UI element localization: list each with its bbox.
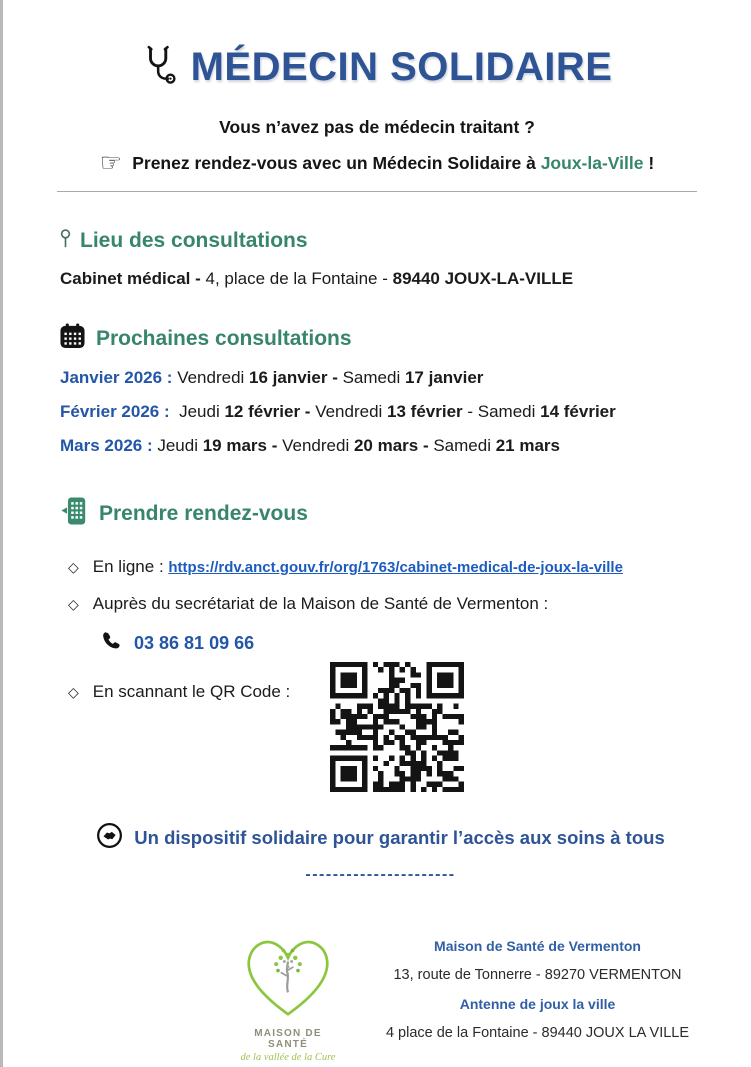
bullet-secretariat bbox=[60, 594, 701, 614]
section-lieu-title: Lieu des consultations bbox=[80, 229, 308, 252]
tagline-text: Un dispositif solidaire pour garantir l’accès aux soins à tous bbox=[134, 827, 665, 848]
phone-line bbox=[100, 630, 701, 656]
main-title: MÉDECIN SOLIDAIRE bbox=[190, 45, 613, 89]
content bbox=[3, 228, 751, 1063]
bullet-qr bbox=[68, 662, 290, 702]
stethoscope-icon bbox=[142, 44, 176, 91]
online-label: En ligne : https://rdv.anct.gouv.fr/org/1763/cabinet-medical-de-joux-la-ville bbox=[92, 557, 623, 576]
footer-line: 4 place de la Fontaine - 89440 JOUX LA VILLE bbox=[385, 1025, 690, 1041]
section-consultations-heading bbox=[60, 323, 701, 354]
cta-line bbox=[3, 151, 751, 176]
diamond-bullet-icon: ◇ bbox=[68, 596, 79, 612]
section-lieu-heading bbox=[60, 228, 701, 254]
cta-text: Prenez rendez-vous avec un Médecin Solidaire à Joux-la-Ville ! bbox=[132, 153, 655, 173]
pointing-hand-icon: ☞ bbox=[99, 149, 123, 177]
consultation-line: Février 2026 : Jeudi 12 février - Vendredi 13 février - Samedi 14 février bbox=[60, 402, 616, 421]
handshake-icon bbox=[96, 822, 123, 854]
consultation-line: Mars 2026 : Jeudi 19 mars - Vendredi 20 mars - Samedi 21 mars bbox=[60, 436, 560, 455]
consultation-list bbox=[60, 368, 701, 456]
phone-keypad-icon bbox=[60, 496, 88, 531]
footer-line: 13, route de Tonnerre - 89270 VERMENTON bbox=[393, 967, 682, 983]
phone-number: 03 86 81 09 66 bbox=[134, 632, 255, 653]
footer-line: Maison de Santé de Vermenton bbox=[434, 938, 641, 954]
logo-name: MAISON DE SANTÉ bbox=[254, 1028, 322, 1050]
heart-tree-logo-icon bbox=[238, 930, 338, 1022]
dashed-separator: ---------------------- bbox=[305, 866, 456, 883]
qr-row bbox=[60, 662, 701, 792]
tagline bbox=[60, 822, 701, 854]
maison-de-sante-logo bbox=[238, 930, 338, 1063]
header-divider bbox=[57, 191, 697, 192]
title-row bbox=[3, 44, 751, 91]
header bbox=[3, 0, 751, 192]
section-rdv-title: Prendre rendez-vous bbox=[99, 501, 308, 525]
phone-receiver-icon bbox=[100, 630, 121, 656]
bullet-online bbox=[60, 557, 701, 577]
consultation-line: Janvier 2026 : Vendredi 16 janvier - Samedi 17 janvier bbox=[60, 368, 484, 387]
calendar-icon bbox=[60, 323, 85, 354]
section-rdv-heading bbox=[60, 496, 701, 531]
qr-code bbox=[330, 662, 464, 792]
footer-line: Antenne de joux la ville bbox=[459, 996, 616, 1012]
diamond-bullet-icon: ◇ bbox=[68, 684, 79, 700]
footer-text bbox=[374, 930, 701, 1041]
diamond-bullet-icon: ◇ bbox=[68, 559, 79, 575]
section-consultations-title: Prochaines consultations bbox=[96, 326, 352, 350]
address-line: Cabinet médical - 4, place de la Fontaine - 89440 JOUX-LA-VILLE bbox=[60, 269, 574, 288]
qr-label: En scannant le QR Code : bbox=[92, 682, 291, 701]
question-text: Vous n’avez pas de médecin traitant ? bbox=[219, 117, 535, 137]
booking-link[interactable]: https://rdv.anct.gouv.fr/org/1763/cabinet-medical-de-joux-la-ville bbox=[168, 559, 623, 576]
logo-tagline: de la vallée de la Cure bbox=[240, 1052, 336, 1063]
footer bbox=[60, 930, 701, 1063]
location-pin-icon bbox=[60, 228, 71, 254]
secretariat-text: Auprès du secrétariat de la Maison de Santé de Vermenton : bbox=[92, 594, 549, 613]
